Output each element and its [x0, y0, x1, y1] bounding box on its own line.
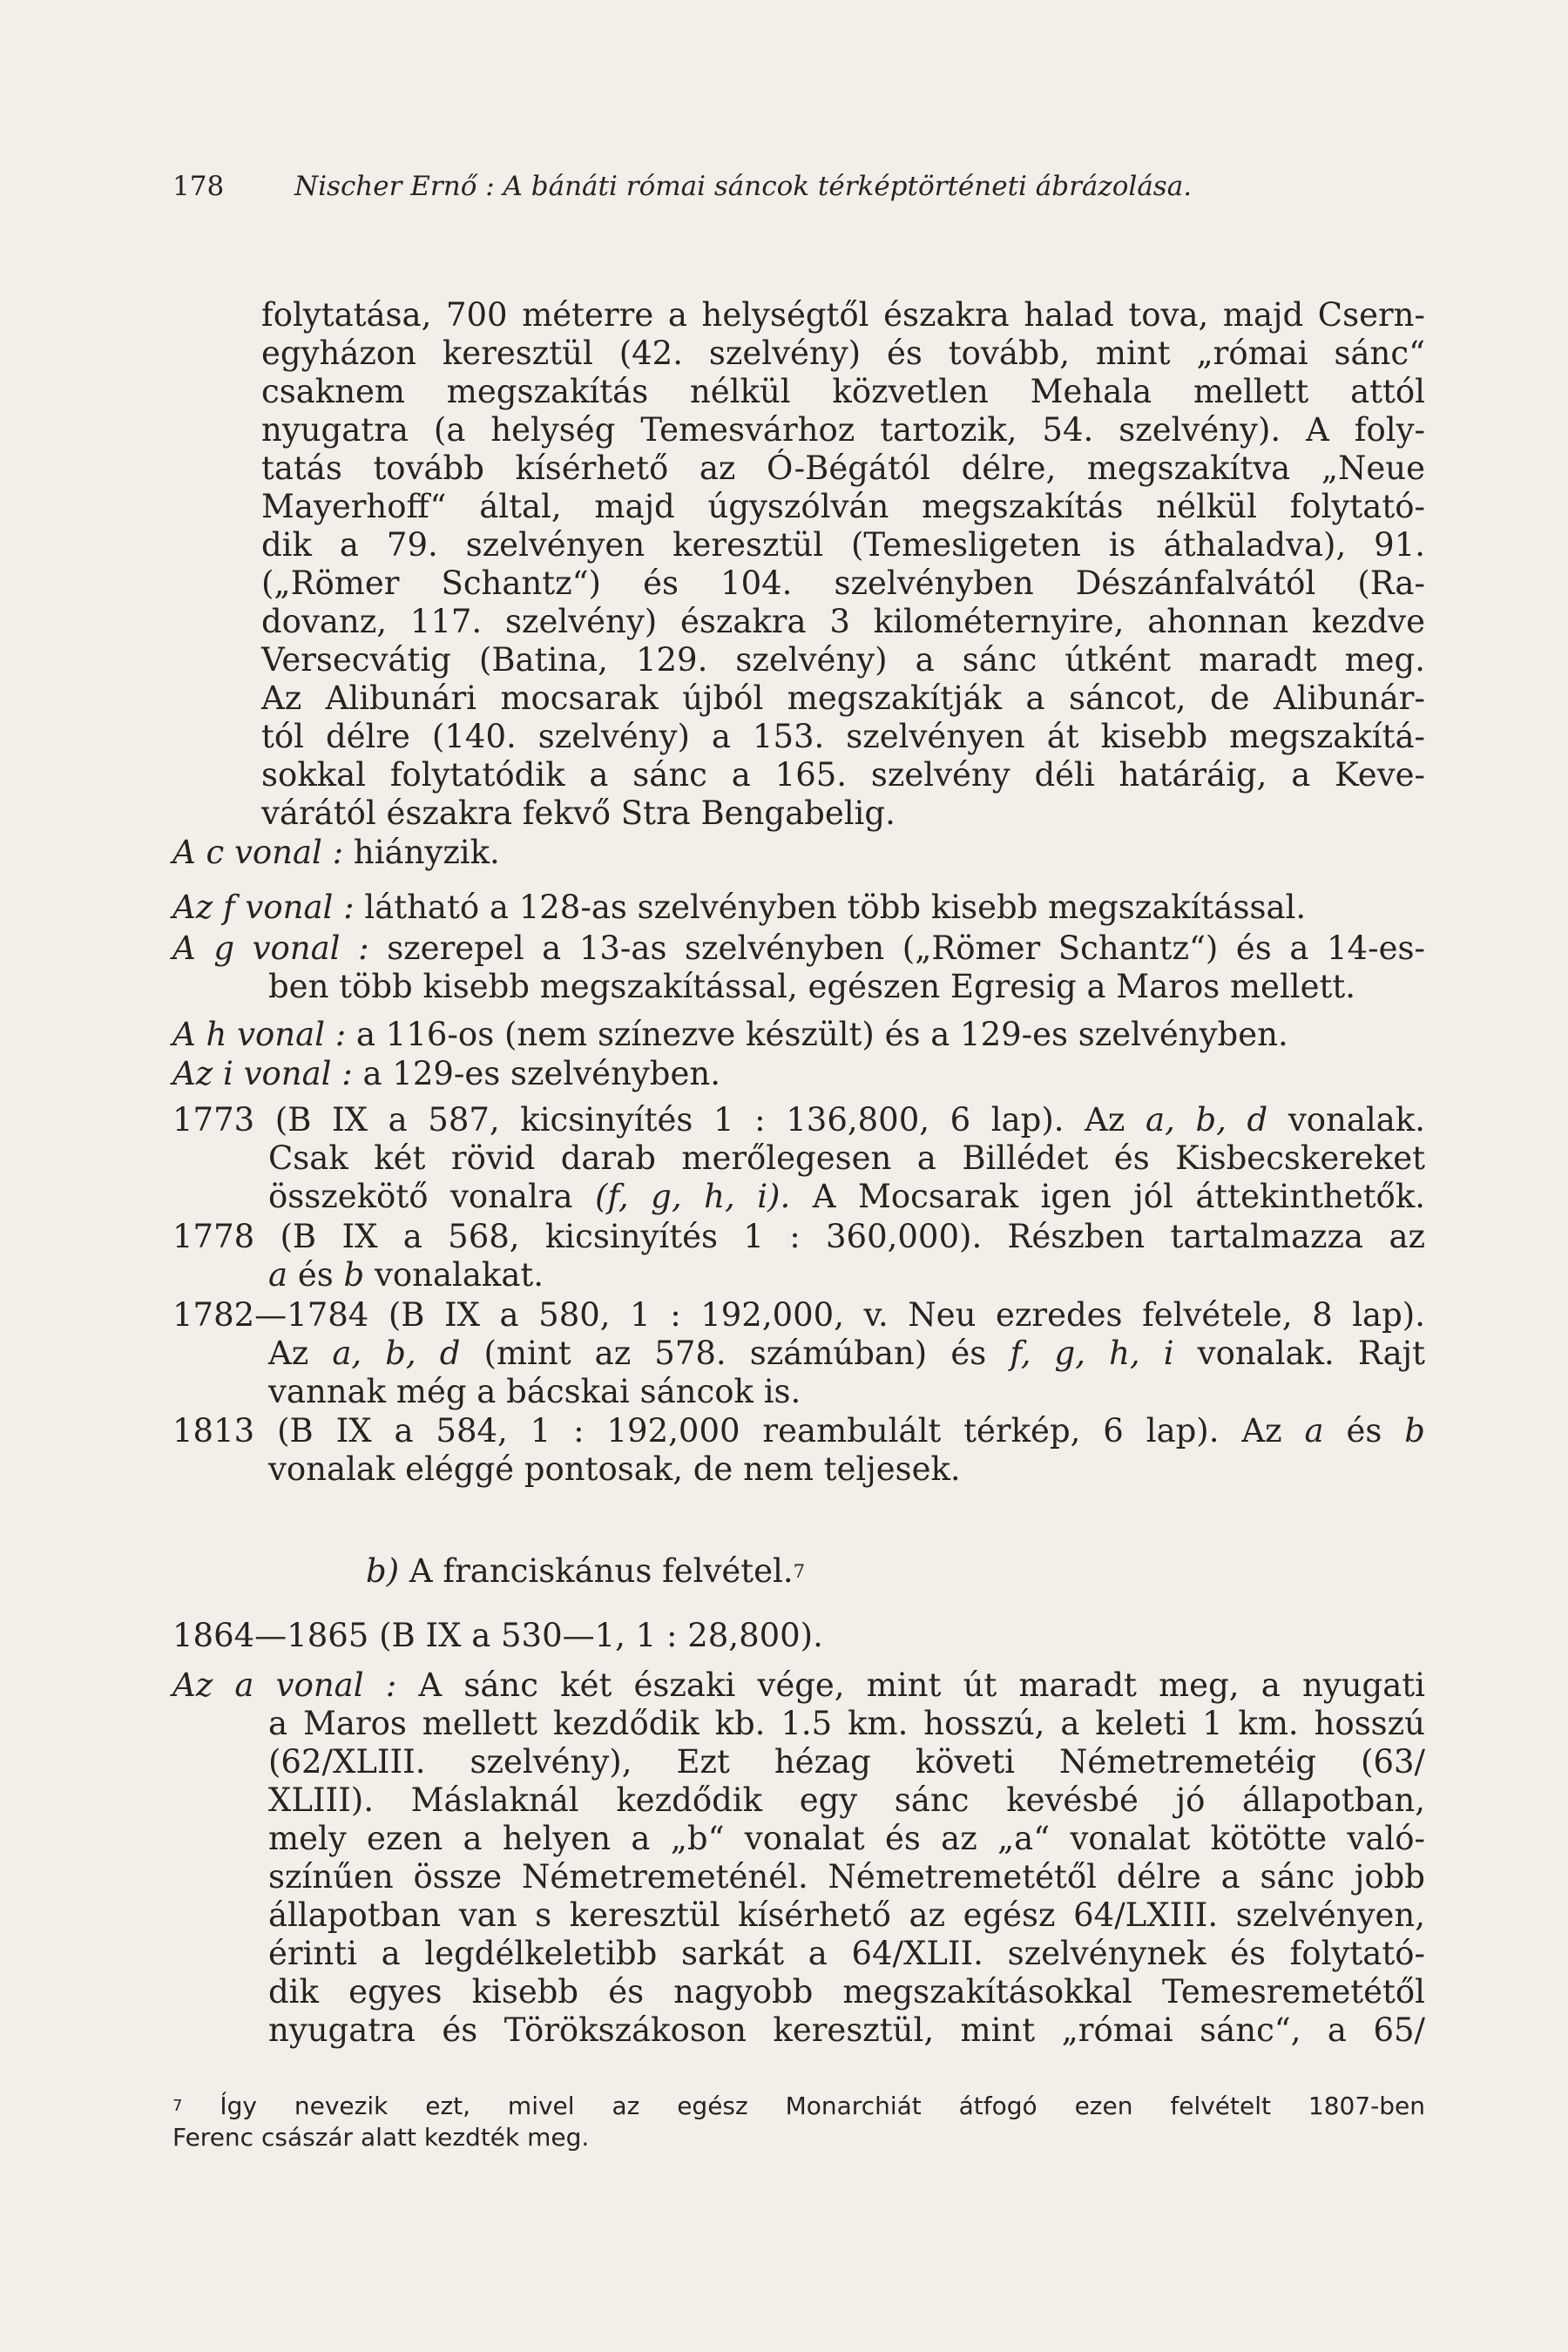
text-line: tatás tovább kísérhető az Ó-Bégától délre, megszakítva „Neue: [261, 449, 1425, 487]
text-line: várától északra fekvő Stra Bengabelig.: [261, 794, 896, 832]
text-line: folytatása, 700 méterre a helységtől északra halad tova, majd Csern-: [261, 296, 1425, 334]
text-line: dovanz, 117. szelvény) északra 3 kilométernyire, ahonnan kezdve: [261, 603, 1425, 640]
text-line: Mayerhoff“ által, majd úgyszólván megszakítás nélkül folytató-: [261, 488, 1425, 525]
section-heading: [366, 1552, 805, 1591]
text-line: ben több kisebb megszakítással, egészen Egresig a Maros mellett.: [268, 968, 1356, 1005]
text-line: Az Alibunári mocsarak újból megszakítják a sáncot, de Alibunár-: [261, 679, 1425, 717]
text-line: vonalak eléggé pontosak, de nem teljesek.: [268, 1450, 961, 1488]
a-line-entry: Az a vonal : A sánc két északi vége, mint út maradt meg, a nyugati: [172, 1666, 1425, 1704]
entry-1778: 1778 (B IX a 568, kicsinyítés 1 : 360,000). Részben tartalmazza az: [172, 1218, 1425, 1255]
text-line: („Römer Schantz“) és 104. szelvényben Dészánfalvától (Ra-: [261, 564, 1425, 602]
running-header: [172, 171, 1192, 202]
text-line: nyugatra és Törökszákoson keresztül, mint „római sánc“, a 65/: [268, 2011, 1425, 2049]
running-title: Nischer Ernő : A bánáti római sáncok térképtörténeti ábrázolása.: [294, 171, 1193, 202]
f-line-entry: Az f vonal : látható a 128-as szelvényben több kisebb megszakítással.: [172, 889, 1307, 926]
entry-1864: 1864—1865 (B IX a 530—1, 1 : 28,800).: [172, 1617, 823, 1654]
h-line-label: A h vonal :: [172, 1016, 347, 1053]
a-line-label: Az a vonal :: [172, 1666, 397, 1704]
section-marker: b): [366, 1552, 400, 1590]
text-line: Versecvátig (Batina, 129. szelvény) a sánc útként maradt meg.: [261, 641, 1425, 679]
i-line-label: Az i vonal :: [172, 1055, 353, 1092]
i-line-entry: Az i vonal : a 129-es szelvényben.: [172, 1055, 720, 1092]
text-line: összekötő vonalra (f, g, h, i). A Mocsarak igen jól áttekinthetők.: [268, 1178, 1426, 1215]
text-line: XLIII). Máslaknál kezdődik egy sánc kevésbé jó állapotban,: [268, 1781, 1425, 1819]
h-line-entry: A h vonal : a 116-os (nem színezve készült) és a 129-es szelvényben.: [172, 1016, 1288, 1053]
text-line: a Maros mellett kezdődik kb. 1.5 km. hosszú, a keleti 1 km. hosszú: [268, 1705, 1425, 1742]
f-line-label: Az f vonal :: [172, 889, 355, 926]
footnote-line: Ferenc császár alatt kezdték meg.: [172, 2123, 590, 2152]
footnote-ref: 7: [793, 1561, 806, 1582]
footnote: $^7$ Így nevezik ezt, mivel az egész Monarchiát átfogó ezen felvételt 1807-ben: [172, 2092, 1426, 2120]
text-line: nyugatra (a helység Temesvárhoz tartozik, 54. szelvény). A foly-: [261, 411, 1425, 449]
g-line-entry: A g vonal : szerepel a 13-as szelvényben („Römer Schantz“) és a 14-es-: [172, 929, 1426, 967]
text-line: színűen össze Németremeténél. Németremetétől délre a sánc jobb: [268, 1858, 1425, 1896]
text-line: (62/XLIII. szelvény), Ezt hézag követi Németremetéig (63/: [268, 1743, 1425, 1781]
text-line: dik a 79. szelvényen keresztül (Temesligeten is áthaladva), 91.: [261, 526, 1425, 564]
c-line-entry: A c vonal : hiányzik.: [172, 834, 500, 871]
footnote-number: 7: [172, 2097, 183, 2115]
entry-1813: 1813 (B IX a 584, 1 : 192,000 reambulált térkép, 6 lap). Az a és b: [172, 1412, 1425, 1450]
text-line: a és b vonalakat.: [268, 1256, 544, 1294]
text-line: Az a, b, d (mint az 578. számúban) és f, g, h, i vonalak. Rajt: [268, 1335, 1426, 1372]
entry-1782: 1782—1784 (B IX a 580, 1 : 192,000, v. Neu ezredes felvétele, 8 lap).: [172, 1296, 1425, 1334]
text-line: állapotban van s keresztül kísérhető az egész 64/LXIII. szelvényen,: [268, 1896, 1425, 1934]
text-line: egyházon keresztül (42. szelvény) és tovább, mint „római sánc“: [261, 335, 1425, 372]
text-line: csaknem megszakítás nélkül közvetlen Mehala mellett attól: [261, 373, 1425, 410]
text-line: tól délre (140. szelvény) a 153. szelvényen át kisebb megszakítá-: [261, 718, 1425, 755]
text-line: Csak két rövid darab merőlegesen a Billédet és Kisbecskereket: [268, 1139, 1425, 1177]
g-line-label: A g vonal :: [172, 929, 369, 967]
text-line: mely ezen a helyen a „b“ vonalat és az „a“ vonalat kötötte való-: [268, 1820, 1425, 1857]
entry-1773: 1773 (B IX a 587, kicsinyítés 1 : 136,800, 6 lap). Az a, b, d vonalak.: [172, 1101, 1425, 1139]
section-title: A franciskánus felvétel.: [409, 1552, 794, 1590]
text-line: dik egyes kisebb és nagyobb megszakításokkal Temesremetétől: [268, 1973, 1425, 2011]
text-line: érinti a legdélkeletibb sarkát a 64/XLII. szelvénynek és folytató-: [268, 1935, 1425, 1972]
text-line: vannak még a bácskai sáncok is.: [268, 1373, 801, 1410]
text-line: sokkal folytatódik a sánc a 165. szelvény déli határáig, a Keve-: [261, 756, 1425, 794]
page-number: 178: [172, 171, 225, 202]
c-line-label: A c vonal :: [172, 834, 344, 871]
